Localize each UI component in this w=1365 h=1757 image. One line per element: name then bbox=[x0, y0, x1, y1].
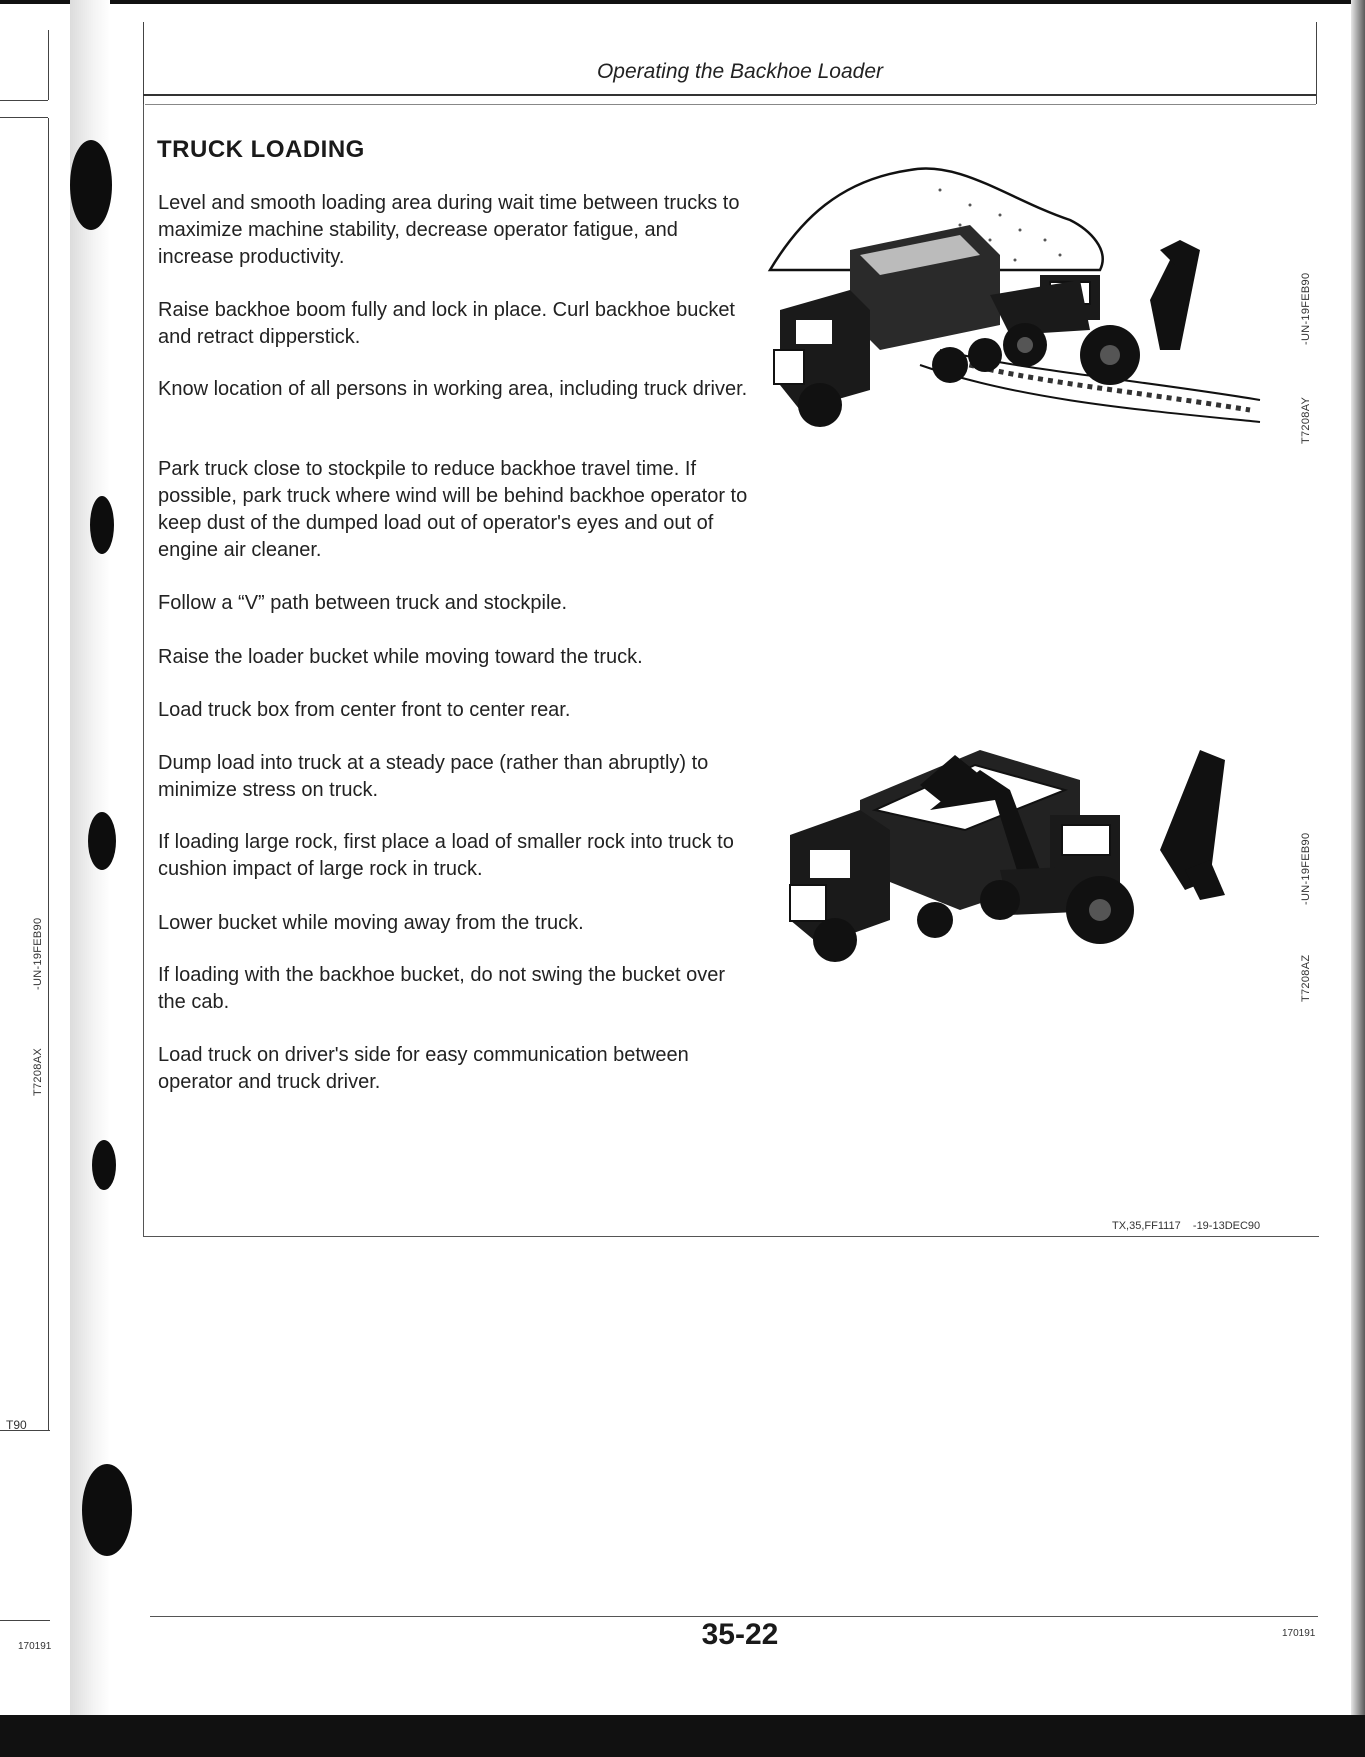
paragraph: Follow a “V” path between truck and stockpile. bbox=[158, 592, 568, 614]
tab-label: T90 bbox=[6, 1418, 27, 1432]
binder-hole bbox=[88, 812, 116, 870]
paragraph: Load truck on driver's side for easy communication between operator and truck driver. bbox=[158, 1044, 689, 1093]
margin-figure-code: -UN-19FEB90 bbox=[32, 917, 44, 990]
left-page-rule bbox=[0, 100, 48, 101]
paragraph: Raise the loader bucket while moving toward the truck. bbox=[158, 646, 643, 668]
left-page-border bbox=[48, 118, 49, 1430]
scan-top-edge bbox=[0, 0, 1365, 4]
left-page-border bbox=[48, 30, 49, 100]
header-rule bbox=[143, 94, 1316, 96]
top-figure-code: -UN-19FEB90 bbox=[1300, 272, 1312, 345]
paragraph: If loading large rock, first place a load of smaller rock into truck to cushion impact of large rock in truck. bbox=[158, 831, 734, 880]
left-page-rule bbox=[0, 1620, 50, 1621]
reference-code: TX,35,FF1117 -19-13DEC90 bbox=[1112, 1220, 1261, 1232]
footer-rule bbox=[150, 1616, 1318, 1617]
binder-hole bbox=[92, 1140, 116, 1190]
bottom-figure-code: -UN-19FEB90 bbox=[1300, 832, 1312, 905]
bottom-figure-id: T7208AZ bbox=[1300, 954, 1312, 1002]
margin-figure-id: T7208AX bbox=[32, 1048, 44, 1096]
binder-hole bbox=[82, 1464, 132, 1556]
paragraph: If loading with the backhoe bucket, do not swing the bucket over the cab. bbox=[158, 964, 726, 1013]
content-box-top-rule bbox=[145, 104, 1316, 105]
binder-hole bbox=[90, 496, 114, 554]
section-title: TRUCK LOADING bbox=[157, 136, 365, 163]
binder-hole bbox=[70, 140, 112, 230]
paragraph: Load truck box from center front to center rear. bbox=[158, 699, 571, 721]
top-figure-id: T7208AY bbox=[1300, 396, 1312, 444]
page-border-right bbox=[1316, 22, 1317, 104]
right-date: 170191 bbox=[1282, 1628, 1316, 1639]
paragraph: Lower bucket while moving away from the truck. bbox=[158, 912, 584, 934]
backhoe-loading-truck-illustration bbox=[780, 720, 1280, 1000]
paragraph: Park truck close to stockpile to reduce backhoe travel time. If possible, park truck where wind will be behind backhoe operator to keep dust of the dumped load out of operator's eyes and out of engine air cleaner. bbox=[158, 458, 748, 561]
left-page-rule bbox=[0, 117, 48, 118]
paragraph: Dump load into truck at a steady pace (rather than abruptly) to minimize stress on truck. bbox=[158, 752, 709, 801]
paragraph: Raise backhoe boom fully and lock in place. Curl backhoe bucket and retract dipperstick. bbox=[158, 299, 735, 348]
scan-bottom-edge bbox=[0, 1715, 1365, 1757]
paragraph: Level and smooth loading area during wait time between trucks to maximize machine stability, decrease operator fatigue, and increase productivity. bbox=[158, 192, 740, 268]
page-border-left bbox=[143, 22, 144, 104]
truck-stockpile-illustration bbox=[760, 160, 1280, 450]
page-number: 35-22 bbox=[701, 1618, 779, 1651]
scan-right-edge bbox=[1351, 0, 1365, 1757]
paragraph: Know location of all persons in working area, including truck driver. bbox=[158, 378, 748, 400]
left-date: 170191 bbox=[18, 1641, 52, 1652]
header-title: Operating the Backhoe Loader bbox=[596, 60, 884, 83]
